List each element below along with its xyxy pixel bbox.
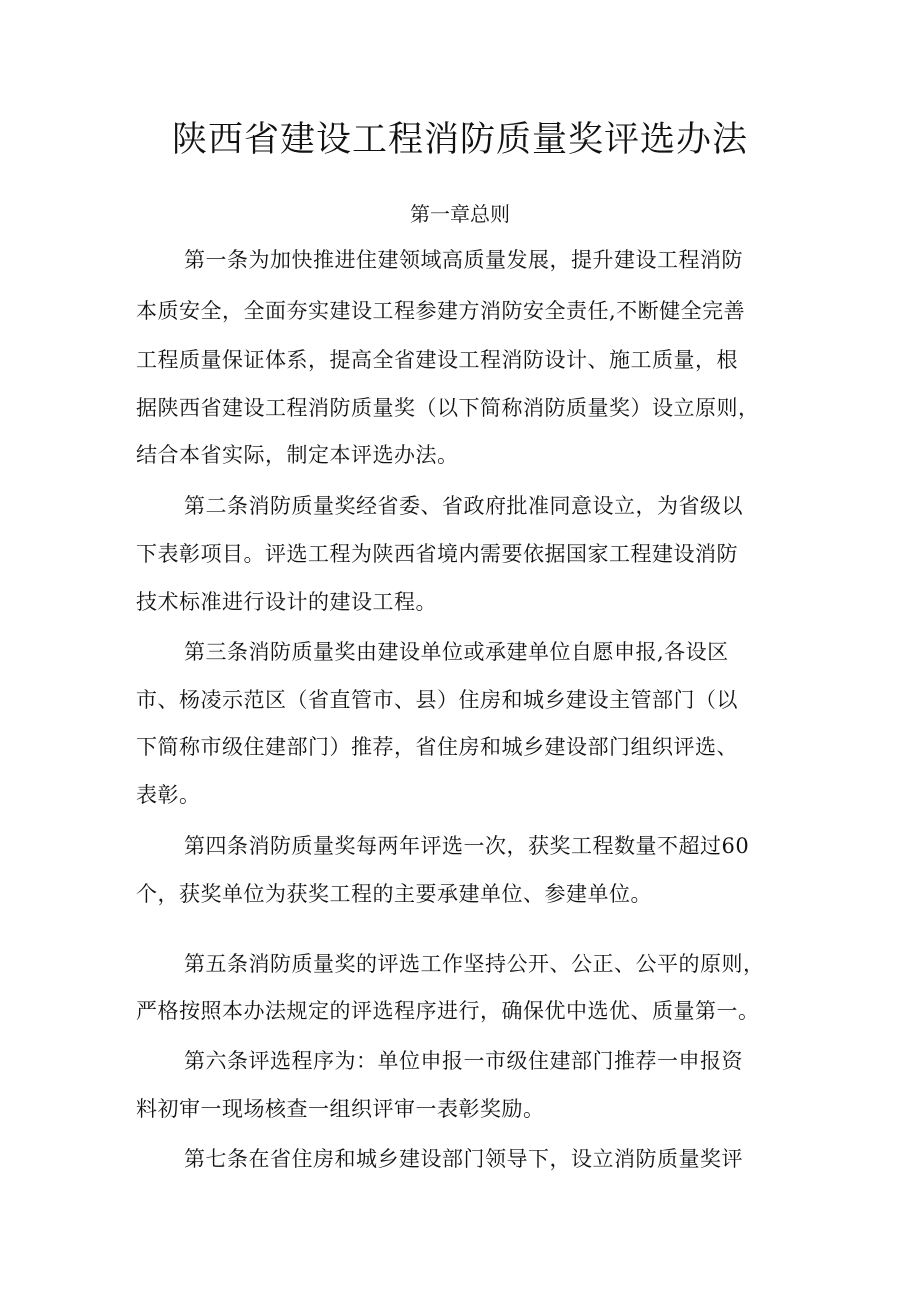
article-1-line-2: 本质安全，全面夯实建设工程参建方消防安全责任,不断健全完善 <box>136 299 746 323</box>
document-title: 陕西省建设工程消防质量奖评选办法 <box>171 120 748 160</box>
article-3-line-1: 第三条消防质量奖由建设单位或承建单位自愿申报,各设区 <box>184 640 729 664</box>
article-5-line-1: 第五条消防质量奖的评选工作坚持公开、公正、公平的原则， <box>184 952 765 976</box>
article-1-line-3: 工程质量保证体系，提高全省建设工程消防设计、施工质量，根 <box>136 348 738 372</box>
article-6-line-2: 料初审一现场核查一组织评审一表彰奖励。 <box>136 1097 545 1121</box>
article-2-line-2: 下表彰项目。评选工程为陕西省境内需要依据国家工程建设消防 <box>136 542 738 566</box>
chapter-heading: 第一章总则 <box>410 202 510 226</box>
article-7-line-1: 第七条在省住房和城乡建设部门领导下，设立消防质量奖评 <box>184 1147 743 1171</box>
article-1-line-5: 结合本省实际，制定本评选办法。 <box>136 443 459 467</box>
article-2-line-3: 技术标准进行设计的建设工程。 <box>136 590 437 614</box>
article-3-line-2: 市、杨凌示范区（省直管市、县）住房和城乡建设主管部门（以 <box>136 688 738 712</box>
article-1-line-4: 据陕西省建设工程消防质量奖（以下简称消防质量奖）设立原则， <box>136 396 760 420</box>
article-6-line-1: 第六条评选程序为：单位申报一市级住建部门推荐一申报资 <box>184 1049 743 1073</box>
article-4-line-1: 第四条消防质量奖每两年评选一次，获奖工程数量不超过60 <box>184 834 750 858</box>
article-3-line-3: 下简称市级住建部门）推荐，省住房和城乡建设部门组织评选、 <box>136 735 738 759</box>
article-3-line-4: 表彰。 <box>136 783 201 807</box>
article-4-line-2: 个，获奖单位为获奖工程的主要承建单位、参建单位。 <box>136 882 652 906</box>
article-1-line-1: 第一条为加快推进住建领域高质量发展，提升建设工程消防 <box>184 248 743 272</box>
article-2-line-1: 第二条消防质量奖经省委、省政府批准同意设立，为省级以 <box>184 494 743 518</box>
article-5-line-2: 严格按照本办法规定的评选程序进行，确保优中选优、质量第一。 <box>136 999 760 1023</box>
